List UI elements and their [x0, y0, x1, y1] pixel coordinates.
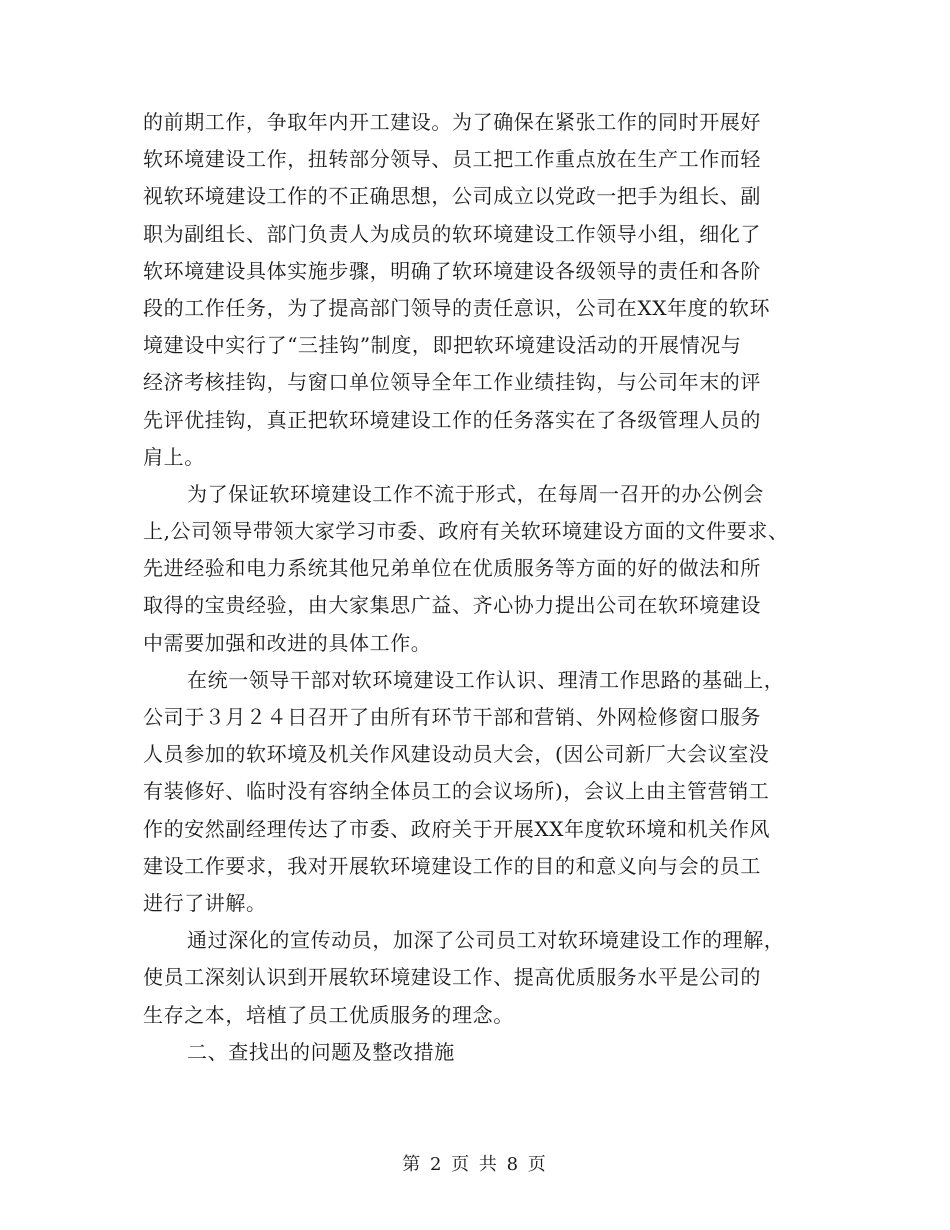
text-line: 境建设中实行了“三挂钩”制度，即把软环境建设活动的开展情况与: [143, 333, 742, 358]
paragraph-first-line: 通过深化的宣传动员，加深了公司员工对软环境建设工作的理解，: [187, 928, 785, 953]
text-line: 取得的宝贵经验，由大家集思广益、齐心协力提出公司在软环境建设: [143, 593, 761, 618]
text-line: 经济考核挂钩，与窗口单位领导全年工作业绩挂钩，与公司年末的评: [143, 370, 761, 395]
paragraph-first-line: 在统一领导干部对软环境建设工作认识、理清工作思路的基础上，: [187, 667, 785, 692]
paragraph-first-line: 二、查找出的问题及整改措施: [187, 1039, 455, 1064]
text-line: 生存之本，培植了员工优质服务的理念。: [143, 1002, 514, 1027]
text-line: 上,公司领导带领大家学习市委、政府有关软环境建设方面的文件要求、: [143, 519, 789, 544]
text-line: 进行了讲解。: [143, 890, 267, 915]
text-line: 软环境建设具体实施步骤，明确了软环境建设各级领导的责任和各阶: [143, 258, 761, 283]
text-line: 先评优挂钩，真正把软环境建设工作的任务落实在了各级管理人员的: [143, 407, 761, 432]
text-line: 建设工作要求，我对开展软环境建设工作的目的和意义向与会的员工: [143, 853, 761, 878]
text-line: 公司于３月２４日召开了由所有环节干部和营销、外网检修窗口服务: [143, 705, 761, 729]
text-line: 的前期工作，争取年内开工建设。为了确保在紧张工作的同时开展好: [143, 110, 761, 134]
text-line: 肩上。: [143, 444, 205, 469]
text-line: 有装修好、临时没有容纳全体员工的会议场所)，会议上由主管营销工: [143, 779, 770, 804]
text-line: 段的工作任务，为了提高部门领导的责任意识，公司在XX年度的软环: [143, 295, 771, 320]
text-line: 人员参加的软环境及机关作风建设动员大会，(因公司新厂大会议室没: [143, 742, 770, 767]
document-body: [143, 104, 833, 1071]
text-line: 先进经验和电力系统其他兄弟单位在优质服务等方面的好的做法和所: [143, 556, 761, 581]
page-footer: 第 2 页 共 8 页: [402, 1154, 548, 1175]
text-line: 视软环境建设工作的不正确思想，公司成立以党政一把手为组长、副: [143, 184, 761, 209]
text-line: 作的安然副经理传达了市委、政府关于开展XX年度软环境和机关作风: [143, 816, 771, 841]
text-line: 中需要加强和改进的具体工作。: [143, 630, 432, 655]
paragraph-first-line: 为了保证软环境建设工作不流于形式，在每周一召开的办公例会: [187, 481, 764, 506]
text-line: 职为副组长、部门负责人为成员的软环境建设工作领导小组，细化了: [143, 221, 761, 246]
text-line: 使员工深刻认识到开展软环境建设工作、提高优质服务水平是公司的: [143, 965, 761, 990]
text-line: 软环境建设工作，扭转部分领导、员工把工作重点放在生产工作而轻: [143, 147, 761, 172]
